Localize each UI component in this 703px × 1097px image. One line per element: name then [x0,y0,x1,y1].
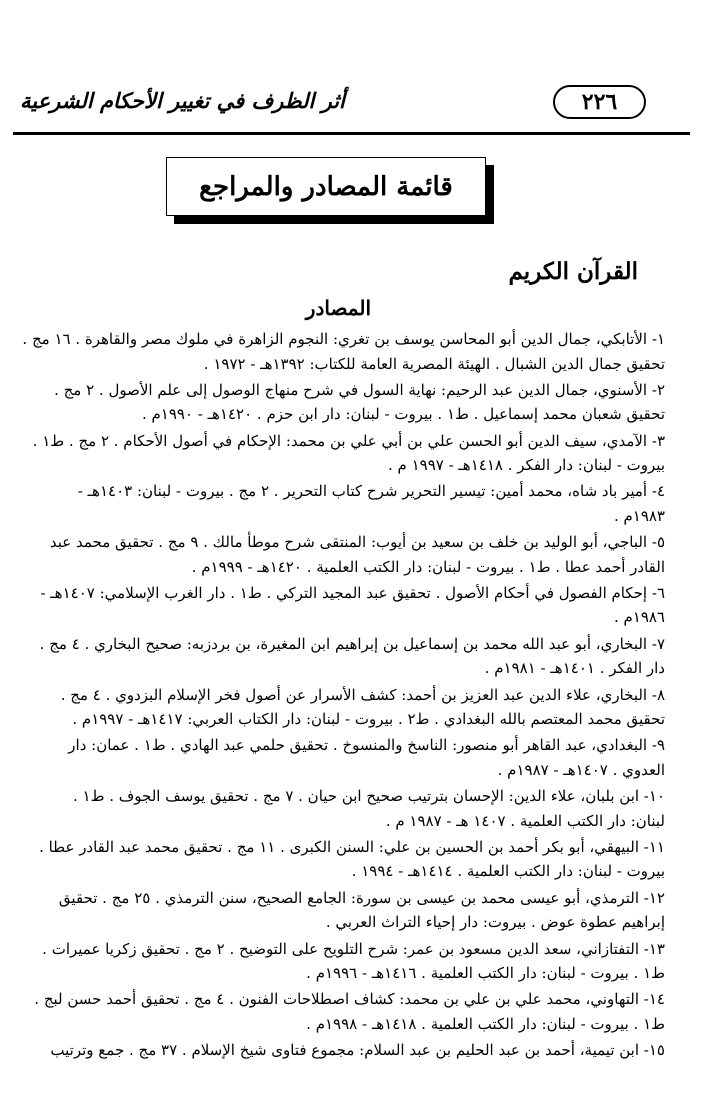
bibliography-entry [28,886,665,935]
entry-line: ٤- أمير باد شاه، محمد أمين: تيسير التحرير شرح كتاب التحرير . ٢ مج . بيروت - لبنان: ١٤٠٣هـ - [77,482,665,501]
bibliography-entry [28,987,665,1036]
entry-line: ط١ . بيروت - لبنان: دار الكتب العلمية . ١٤١٦هـ - ١٩٩٦م . [306,964,665,983]
entry-line: ١١- البيهقي، أبو بكر أحمد بن الحسين بن علي: السنن الكبرى . ١١ مج . تحقيق محمد عبد القادر عطا . [39,837,665,856]
bibliography-list [22,327,665,1064]
bibliography-entry [28,733,665,782]
entry-line: ٣- الآمدي، سيف الدين أبو الحسن علي بن أبي علي بن محمد: الإحكام في أصول الأحكام . ٢ مج . ط١ . [32,431,665,450]
chapter-title: قائمة المصادر والمراجع [199,171,453,202]
bibliography-entry [28,1038,665,1063]
bibliography-entry [28,632,665,681]
entry-line: ط١ . بيروت - لبنان: دار الكتب العلمية . ١٤١٨هـ - ١٩٩٨م . [306,1014,665,1033]
bibliography-entry [28,378,665,427]
bibliography-entry [22,327,665,376]
entry-line: بيروت - لبنان: دار الكتب العلمية . ١٤١٤هـ - ١٩٩٤ . [351,862,665,881]
entry-line: دار الفكر . ١٤٠١هـ - ١٩٨١م . [484,659,665,678]
entry-line: تحقيق جمال الدين الشبال . الهيئة المصرية العامة للكتاب: ١٣٩٢هـ - ١٩٧٢ . [203,354,665,373]
entry-line: ١- الأتابكي، جمال الدين أبو المحاسن يوسف بن تغري: النجوم الزاهرة في ملوك مصر والقاهرة . ١٦ مج . [22,330,665,348]
section-heading-quran: القرآن الكريم [508,258,638,285]
entry-line: ١٤- التهاوني، محمد علي بن علي بن محمد: كشاف اصطلاحات الفنون . ٤ مج . تحقيق أحمد حسن لبج . [34,990,665,1009]
bibliography-entry [28,937,665,986]
bibliography-entry [28,479,665,528]
entry-line: ١٩٨٦م . [613,608,665,627]
running-header-title: أثر الظرف في تغيير الأحكام الشرعية [20,88,345,113]
entry-line: ٦- إحكام الفصول في أحكام الأصول . تحقيق عبد المجيد التركي . ط١ . دار الغرب الإسلامي: ١٤٠٧هـ - [40,583,665,602]
entry-line: ١٢- الترمذي، أبو عيسى محمد بن عيسى بن سورة: الجامع الصحيح، سنن الترمذي . ٢٥ مج . تحقيق [58,888,665,907]
bibliography-entry [28,530,665,579]
entry-line: ١٣- التفتازاني، سعد الدين مسعود بن عمر: شرح التلويح على التوضيح . ٢ مج . تحقيق زكريا عميرات . [42,939,665,958]
bibliography-entry [28,835,665,884]
section-heading-sources: المصادر [305,296,371,320]
entry-line: ٢- الأسنوي، جمال الدين عبد الرحيم: نهاية السول في شرح منهاج الوصول إلى علم الأصول . ٢ مج . [54,380,665,399]
bibliography-entry [28,784,665,833]
entry-line: ١٠- ابن بلبان، علاء الدين: الإحسان بترتيب صحيح ابن حيان . ٧ مج . تحقيق يوسف الجوف . ط١ . [72,787,665,806]
entry-line: ١٥- ابن تيمية، أحمد بن عبد الحليم بن عبد السلام: مجموع فتاوى شيخ الإسلام . ٣٧ مج . جمع وترتيب [50,1041,665,1060]
entry-line: القادر أحمد عطا . ط١ . بيروت - لبنان: دار الكتب العلمية . ١٤٢٠هـ - ١٩٩٩م . [191,557,665,576]
bibliography-entry [28,581,665,630]
entry-line: ٧- البخاري، أبو عبد الله محمد بن إسماعيل بن إبراهيم ابن المغيرة، بن بردزبه: صحيح البخاري . ٤ مج . [39,634,665,653]
entry-line: بيروت - لبنان: دار الفكر . ١٤١٨هـ - ١٩٩٧ م . [387,456,665,475]
entry-line: ١٩٨٣م . [613,506,665,525]
entry-line: العدوي . ١٤٠٧هـ - ١٩٨٧م . [497,760,665,779]
header-divider [13,132,690,135]
entry-line: تحقيق محمد المعتصم بالله البغدادي . ط٢ . بيروت - لبنان: دار الكتاب العربي: ١٤١٧هـ - ١٩٩٧م . [72,710,665,729]
page-number-badge: ٢٢٦ [553,85,646,119]
entry-line: لبنان: دار الكتب العلمية . ١٤٠٧ هـ - ١٩٨٧ م . [385,811,665,830]
chapter-title-box [166,157,486,216]
entry-line: إبراهيم عطوة عوض . بيروت: دار إحياء التراث العربي . [325,913,665,932]
entry-line: تحقيق شعبان محمد إسماعيل . ط١ . بيروت - لبنان: دار ابن حزم . ١٤٢٠هـ - ١٩٩٠م . [141,405,665,424]
entry-line: ٩- البغدادي، عبد القاهر أبو منصور: الناسخ والمنسوخ . تحقيق حلمي عبد الهادي . ط١ . عمان: دار [68,736,665,755]
entry-line: ٥- الباجي، أبو الوليد بن خلف بن سعيد بن أيوب: المنتقى شرح موطأ مالك . ٩ مج . تحقيق محمد عبد [49,533,665,552]
entry-line: ٨- البخاري، علاء الدين عبد العزيز بن أحمد: كشف الأسرار عن أصول فخر الإسلام البزدوي . ٤ مج . [60,685,665,704]
bibliography-entry [28,429,665,478]
bibliography-entry [28,683,665,732]
